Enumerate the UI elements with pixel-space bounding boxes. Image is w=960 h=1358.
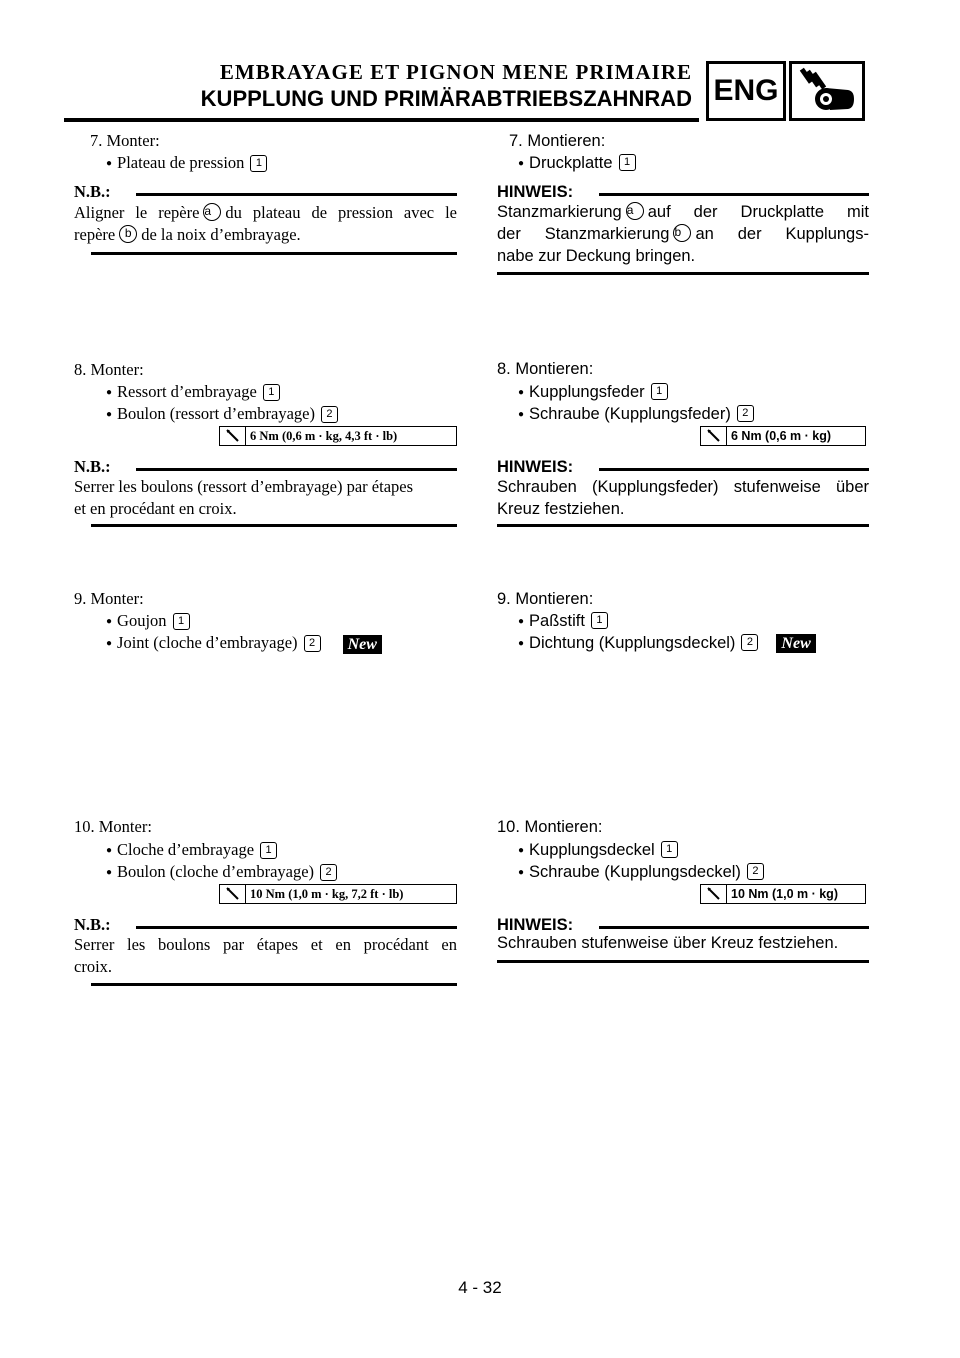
nb-rule (136, 468, 457, 471)
nb-rule (136, 193, 457, 196)
step-9-title-fr: 9. Monter: (74, 589, 144, 608)
nb-end-rule (91, 524, 457, 527)
nb-text-fr: Aligner le repère a du plateau de pression avec le repère b de la noix d’embrayage. (74, 203, 457, 244)
nb-end-rule (91, 983, 457, 986)
torque-wrench-icon (701, 885, 727, 903)
torque-wrench-icon (220, 427, 246, 445)
step-9-item-2-fr: ● Joint (cloche d’embrayage) 2 New (106, 632, 382, 657)
step-9-item-1-fr: ● Goujon 1 (106, 610, 190, 635)
step-7-title-de: 7. Montieren: (509, 132, 606, 150)
mark-b-label: b (673, 224, 691, 242)
nb-end-rule (497, 960, 869, 963)
step-10-item-1-fr: ● Cloche d’embrayage 1 (106, 839, 277, 864)
step-8-item-2-de: ● Schraube (Kupplungsfeder) 2 (518, 403, 754, 428)
step-10-title-fr: 10. Monter: (74, 817, 152, 836)
nb-end-rule (497, 524, 869, 527)
step-9-item-1-de: ● Paßstift 1 (518, 610, 608, 635)
nb-rule (599, 926, 869, 929)
nb-text-fr: Serrer les boulons (ressort d’embrayage) par étapes et en procédant en croix. (74, 477, 414, 518)
header-title-fr: EMBRAYAGE ET PIGNON MENE PRIMAIRE (219, 60, 692, 84)
nb-rule (136, 926, 457, 929)
hinweis-label: HINWEIS: (497, 183, 574, 201)
new-badge: New (343, 635, 382, 654)
page-number: 4 - 32 (458, 1278, 502, 1297)
nb-label: N.B.: (74, 457, 111, 476)
nb-label: N.B.: (74, 915, 111, 934)
new-badge: New (776, 634, 815, 653)
step-8-item-1-de: ● Kupplungsfeder 1 (518, 381, 668, 406)
mark-b-label: b (119, 225, 137, 243)
hinweis-text-de: Schrauben (Kupplungsfeder) stufenweise über Kreuz festziehen. (497, 478, 869, 518)
step-10-item-1-de: ● Kupplungsdeckel 1 (518, 839, 678, 864)
nb-rule (599, 193, 869, 196)
hinweis-text-de: Stanzmarkierung a auf der Druckplatte mit der Stanzmarkierung b an der Kupplungs- nabe zur Deckung bringen. (497, 202, 869, 265)
nb-end-rule (91, 252, 457, 255)
step-8-title-de: 8. Montieren: (497, 360, 594, 378)
step-10-item-2-de: ● Schraube (Kupplungsdeckel) 2 (518, 861, 764, 886)
step-10-item-2-fr: ● Boulon (cloche d’embrayage) 2 (106, 861, 337, 886)
step-9-item-2-de: ● Dichtung (Kupplungsdeckel) 2 New (518, 632, 816, 657)
step-7-item-1-de: ● Druckplatte 1 (518, 152, 636, 177)
step-7-title-fr: 7. Monter: (90, 131, 160, 150)
nb-rule (599, 468, 869, 471)
torque-spec-de: 10 Nm (1,0 m · kg) (700, 884, 866, 904)
mark-a-label: a (203, 203, 221, 221)
step-10-title-de: 10. Montieren: (497, 818, 603, 836)
torque-spec-de: 6 Nm (0,6 m · kg) (700, 426, 866, 446)
torque-wrench-icon (220, 885, 246, 903)
torque-wrench-icon (701, 427, 727, 445)
engine-wrench-icon (789, 61, 865, 121)
hinweis-label: HINWEIS: (497, 916, 574, 934)
header-title-de: KUPPLUNG UND PRIMÄRABTRIEBSZAHNRAD (200, 86, 692, 111)
step-9-title-de: 9. Montieren: (497, 590, 594, 608)
step-7-item-1-fr: ● Plateau de pression 1 (106, 152, 267, 177)
step-8-title-fr: 8. Monter: (74, 360, 144, 379)
header-rule (64, 118, 699, 122)
nb-end-rule (497, 272, 869, 275)
nb-label: N.B.: (74, 182, 111, 201)
hinweis-label: HINWEIS: (497, 458, 574, 476)
mark-a-label: a (626, 202, 644, 220)
section-badge: ENG (706, 61, 786, 121)
hinweis-text-de: Schrauben stufenweise über Kreuz festziehen. (497, 934, 839, 952)
torque-spec-fr: 6 Nm (0,6 m · kg, 4,3 ft · lb) (219, 426, 457, 446)
step-8-item-2-fr: ● Boulon (ressort d’embrayage) 2 (106, 403, 338, 428)
torque-spec-fr: 10 Nm (1,0 m · kg, 7,2 ft · lb) (219, 884, 457, 904)
nb-text-fr: Serrer les boulons par étapes et en procédant en croix. (74, 935, 457, 976)
step-8-item-1-fr: ● Ressort d’embrayage 1 (106, 381, 280, 406)
